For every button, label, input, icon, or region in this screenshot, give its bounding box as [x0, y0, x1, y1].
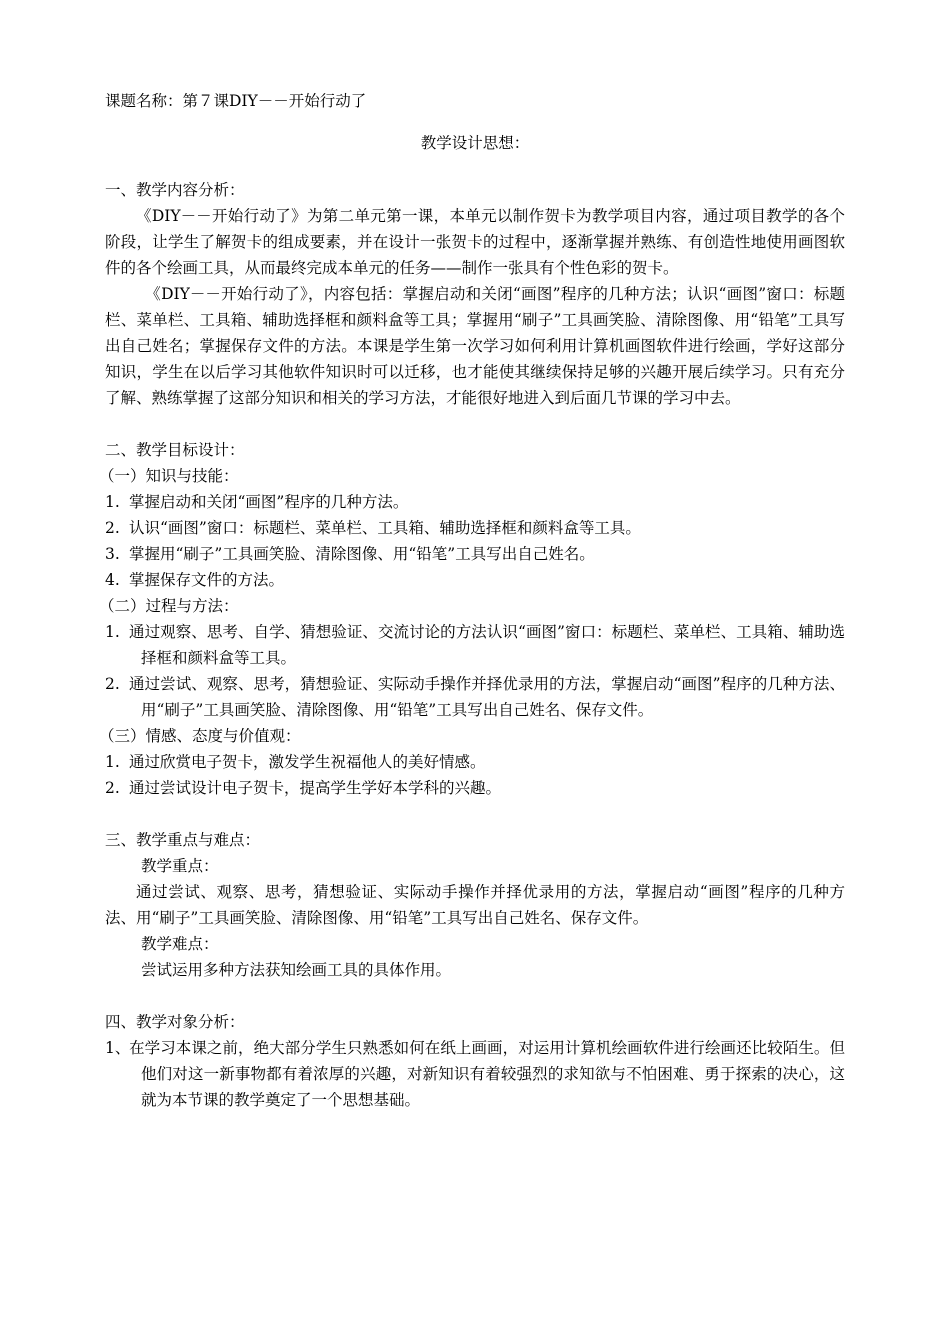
list-item: [105, 775, 845, 801]
list-number: 2.: [105, 675, 120, 693]
list-text: 通过尝试、观察、思考，猜想验证、实际动手操作并择优录用的方法，掌握启动“画图”程序的几种方法、用“刷子”工具画笑脸、清除图像、用“铅笔”工具写出自己姓名、保存文件。: [129, 675, 845, 719]
lesson-title: 课题名称：第７课DIY－－开始行动了: [105, 92, 367, 110]
design-thought-heading: 教学设计思想：: [420, 134, 530, 152]
section-2-heading: 二、教学目标设计：: [105, 441, 245, 459]
list-number: 2.: [105, 519, 120, 537]
subsection-knowledge-heading: （一）知识与技能：: [99, 467, 239, 485]
section-1-heading: 一、教学内容分析：: [105, 181, 245, 199]
list-text: 在学习本课之前，绝大部分学生只熟悉如何在纸上画画，对运用计算机绘画软件进行绘画还比较陌生。但他们对这一新事物都有着浓厚的兴趣，对新知识有着较强烈的求知欲与不怕困难、勇于探索的决心，这就为本节课的教学奠定了一个思想基础。: [129, 1039, 845, 1109]
list-item: [105, 541, 845, 567]
list-number: 1.: [105, 623, 120, 641]
list-item: [105, 1035, 845, 1113]
section-4-heading: 四、教学对象分析：: [105, 1013, 245, 1031]
section-3-heading: 三、教学重点与难点：: [105, 831, 261, 849]
list-text: 掌握用“刷子”工具画笑脸、清除图像、用“铅笔”工具写出自己姓名。: [129, 545, 595, 563]
list-text: 掌握启动和关闭“画图”程序的几种方法。: [129, 493, 409, 511]
spacer: [105, 983, 845, 1009]
list-number: 1.: [105, 493, 120, 511]
list-item: [105, 619, 845, 671]
list-number: 1.: [105, 753, 120, 771]
list-item: [105, 567, 845, 593]
spacer: [105, 411, 845, 437]
list-item: [105, 749, 845, 775]
section-1-paragraph-2: 《DIY－－开始行动了》，内容包括：掌握启动和关闭“画图”程序的几种方法；认识“画图”窗口：标题栏、菜单栏、工具箱、辅助选择框和颜料盒等工具；掌握用“刷子”工具画笑脸、清除图像、用“铅笔”工具写出自己姓名；掌握保存文件的方法。本课是学生第一次学习如何利用计算机画图软件进行绘画，学好这部分知识，学生在以后学习其他软件知识时可以迁移，也才能使其继续保持足够的兴趣开展后续学习。只有充分了解、熟练掌握了这部分知识和相关的学习方法，才能很好地进入到后面几节课的学习中去。: [105, 285, 845, 407]
list-text: 通过欣赏电子贺卡，激发学生祝福他人的美好情感。: [129, 753, 486, 771]
list-item: [105, 515, 845, 541]
focus-label: 教学重点：: [141, 857, 219, 875]
list-item: [105, 489, 845, 515]
list-text: 掌握保存文件的方法。: [129, 571, 285, 589]
section-1-paragraph-1: 《DIY－－开始行动了》为第二单元第一课，本单元以制作贺卡为教学项目内容，通过项目教学的各个阶段，让学生了解贺卡的组成要素，并在设计一张贺卡的过程中，逐渐掌握并熟练、有创造性地使用画图软件的各个绘画工具，从而最终完成本单元的任务——制作一张具有个性色彩的贺卡。: [105, 207, 845, 277]
list-text: 认识“画图”窗口：标题栏、菜单栏、工具箱、辅助选择框和颜料盒等工具。: [129, 519, 641, 537]
subsection-process-heading: （二）过程与方法：: [99, 597, 239, 615]
document-page: [99, 88, 845, 1113]
spacer: [105, 801, 845, 827]
difficulty-text: 尝试运用多种方法获知绘画工具的具体作用。: [141, 961, 452, 979]
list-text: 通过尝试设计电子贺卡，提高学生学好本学科的兴趣。: [129, 779, 502, 797]
list-text: 通过观察、思考、自学、猜想验证、交流讨论的方法认识“画图”窗口：标题栏、菜单栏、工具箱、辅助选择框和颜料盒等工具。: [129, 623, 845, 667]
difficulty-label: 教学难点：: [141, 935, 219, 953]
subsection-emotion-heading: （三）情感、态度与价值观：: [99, 727, 301, 745]
list-number: 1、: [105, 1039, 131, 1057]
list-number: 2.: [105, 779, 120, 797]
list-number: 4.: [105, 571, 120, 589]
list-item: [105, 671, 845, 723]
focus-text: 通过尝试、观察、思考，猜想验证、实际动手操作并择优录用的方法，掌握启动“画图”程序的几种方法、用“刷子”工具画笑脸、清除图像、用“铅笔”工具写出自己姓名、保存文件。: [105, 883, 845, 927]
list-number: 3.: [105, 545, 120, 563]
